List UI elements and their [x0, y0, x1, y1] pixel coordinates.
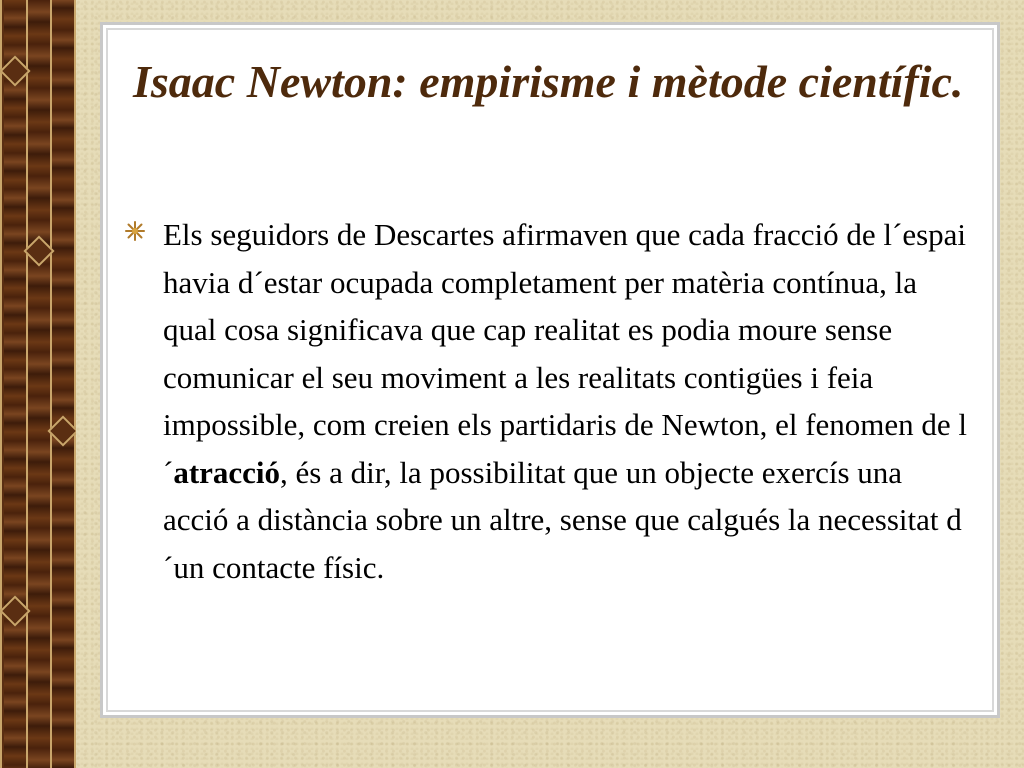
sunburst-bullet-icon [125, 221, 145, 241]
wood-divider [0, 0, 2, 768]
wood-plank [28, 0, 50, 768]
slide-content-panel [100, 22, 1000, 718]
bullet-text-emphasis: atracció [173, 454, 281, 490]
wood-plank [4, 0, 26, 768]
wood-divider [74, 0, 76, 768]
slide-title: Isaac Newton: empirisme i mètode científic. [133, 56, 964, 107]
bullet-text-lead: Els seguidors de Descartes afirmaven que cada fracció de l´espai havia d´estar ocupada completament per matèria contínua, la qual cosa significava que cap realitat es podia moure sense comunicar el seu moviment a les realitats contigües i feia impossible, com creien els partidaris de Newton, el fenomen de l´ [163, 217, 968, 490]
wood-plank [52, 0, 74, 768]
wood-divider [26, 0, 28, 768]
bullet-item [125, 211, 975, 591]
bullet-text [163, 211, 975, 591]
bullet-text-tail: , és a dir, la possibilitat que un objecte exercís una acció a distància sobre un altre, sense que calgués la necessitat d´un contacte físic. [163, 454, 962, 585]
wood-divider [50, 0, 52, 768]
decorative-wood-border [0, 0, 76, 768]
